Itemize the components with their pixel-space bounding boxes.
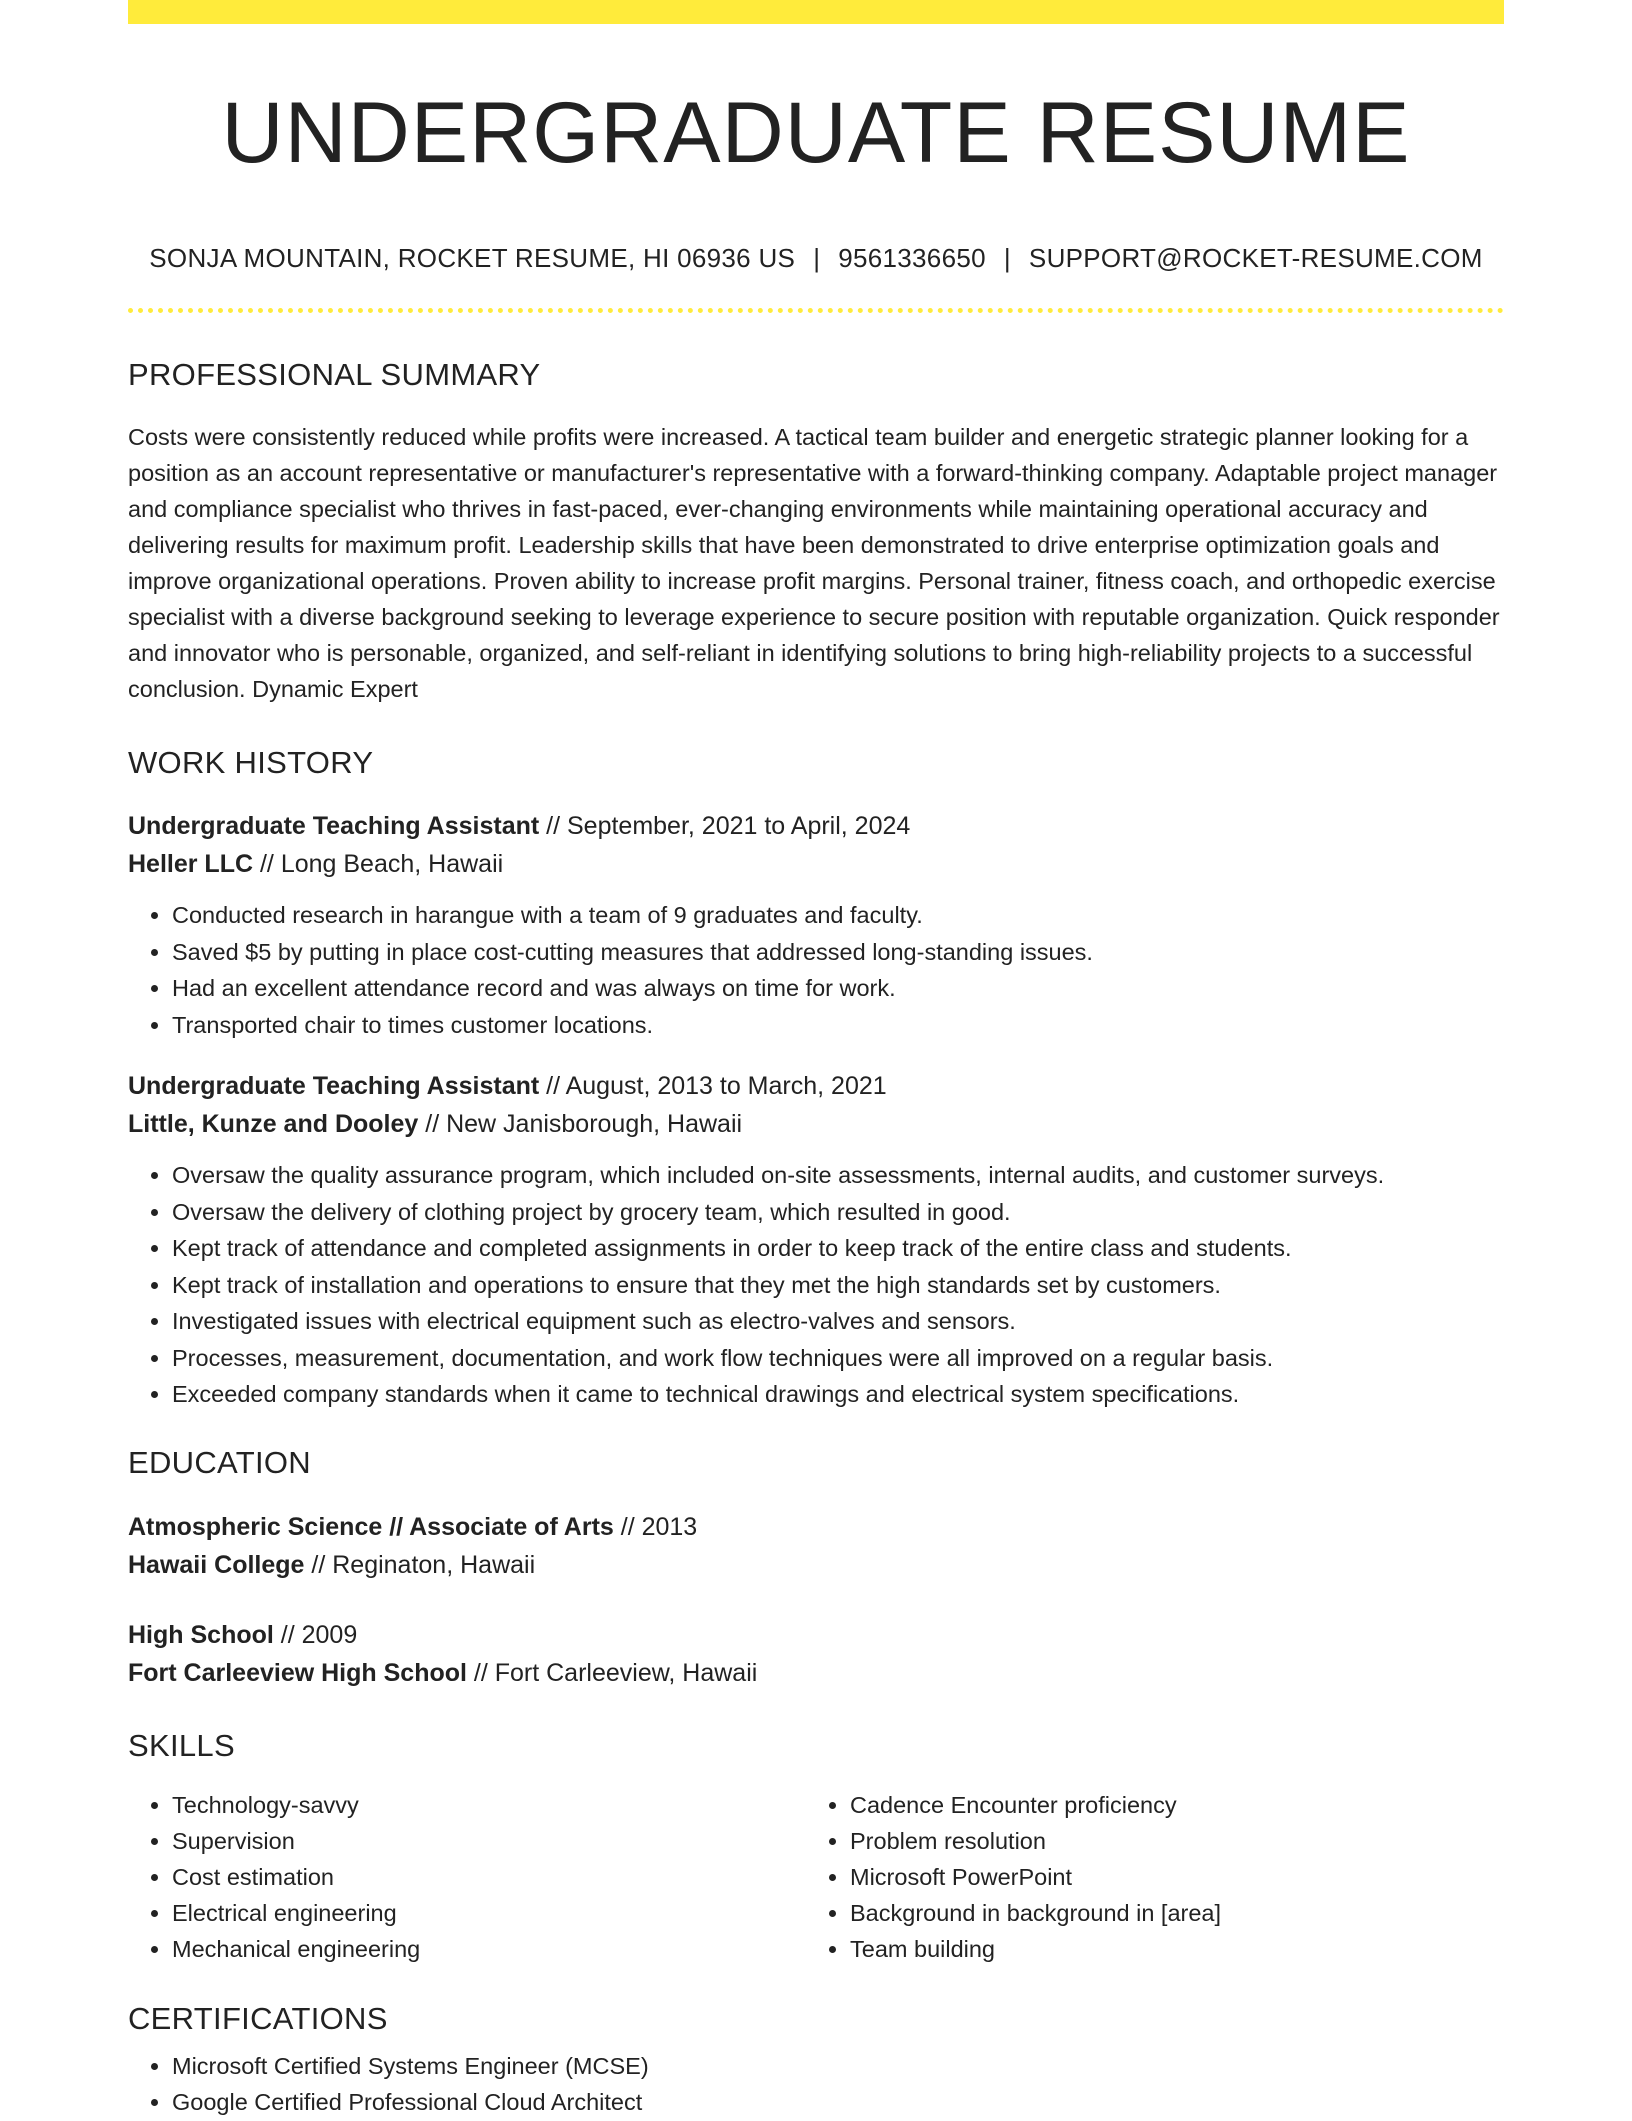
education-school-line [128, 1654, 1504, 1692]
education-degree-line [128, 1616, 1504, 1654]
skills-list-left [128, 1787, 806, 1967]
contact-phone: 9561336650 [838, 243, 986, 274]
job-bullet-list [128, 1157, 1504, 1413]
skill-item: • Microsoft PowerPoint [850, 1859, 1484, 1895]
accent-top-bar [128, 0, 1504, 24]
job-bullet: • Oversaw the quality assurance program, which included on-site assessments, internal audits, and customer surveys. [172, 1157, 1504, 1194]
job-bullet: • Investigated issues with electrical equipment such as electro-valves and sensors. [172, 1303, 1504, 1340]
education-year: // 2013 [613, 1512, 698, 1541]
job-title-line [128, 1067, 1504, 1105]
skill-item: • Cadence Encounter proficiency [850, 1787, 1484, 1823]
skill-item: • Supervision [172, 1823, 806, 1859]
job-bullet: • Saved $5 by putting in place cost-cutting measures that addressed long-standing issues. [172, 934, 1504, 971]
skill-item: • Mechanical engineering [172, 1931, 806, 1967]
job-bullet: • Had an excellent attendance record and was always on time for work. [172, 970, 1504, 1007]
skills-list-right [806, 1787, 1484, 1967]
contact-email[interactable]: SUPPORT@ROCKET-RESUME.COM [1028, 243, 1483, 274]
job-title: Undergraduate Teaching Assistant [128, 812, 540, 841]
certification-item: • Google Certified Professional Cloud Architect [172, 2084, 1504, 2121]
job-bullet: • Transported chair to times customer locations. [172, 1007, 1504, 1044]
job-entry [128, 1067, 1504, 1413]
education-degree: High School [128, 1620, 274, 1649]
job-dates: // September, 2021 to April, 2024 [539, 812, 911, 841]
education-school: Hawaii College [128, 1550, 305, 1579]
summary-text: Costs were consistently reduced while profits were increased. A tactical team builder and energetic strategic planner looking for a position as an account representative or manufacturer's representative with a forward-thinking company. Adaptable project manager and compliance specialist who thrives in fast-paced, ever-changing environments while maintaining operational accuracy and delivering results for maximum profit. Leadership skills that have been demonstrated to drive enterprise optimization goals and improve organizational operations. Proven ability to increase profit margins. Personal trainer, fitness coach, and orthopedic exercise specialist with a diverse background seeking to leverage experience to secure position with reputable organization. Quick responder and innovator who is personable, organized, and self-reliant in identifying solutions to bring high-reliability projects to a successful conclusion. Dynamic Expert [128, 424, 1500, 703]
section-heading-work: WORK HISTORY [128, 745, 374, 781]
job-title: Undergraduate Teaching Assistant [128, 1072, 540, 1101]
education-entry [128, 1616, 1504, 1692]
education-location: // Fort Carleeview, Hawaii [466, 1658, 758, 1687]
certifications-list [128, 2048, 1504, 2121]
education-degree-line [128, 1508, 1504, 1546]
resume-title: UNDERGRADUATE RESUME [221, 85, 1411, 181]
job-dates: // August, 2013 to March, 2021 [539, 1072, 887, 1101]
dotted-divider [128, 308, 1504, 313]
job-entry [128, 807, 1504, 1043]
skill-item: • Technology-savvy [172, 1787, 806, 1823]
education-degree: Atmospheric Science // Associate of Arts [128, 1512, 614, 1541]
job-bullet: • Exceeded company standards when it came to technical drawings and electrical system specifications. [172, 1376, 1504, 1413]
job-bullet: • Kept track of installation and operations to ensure that they met the high standards set by customers. [172, 1267, 1504, 1304]
skill-item: • Background in background in [area] [850, 1895, 1484, 1931]
education-location: // Reginaton, Hawaii [304, 1550, 536, 1579]
job-location: // Long Beach, Hawaii [253, 850, 504, 879]
skill-item: • Problem resolution [850, 1823, 1484, 1859]
job-bullet: • Kept track of attendance and completed assignments in order to keep track of the entire class and students. [172, 1230, 1504, 1267]
contact-line [128, 243, 1504, 274]
education-entry [128, 1508, 1504, 1584]
section-heading-education: EDUCATION [128, 1444, 311, 1480]
skills-grid [128, 1787, 1504, 1967]
job-company: Little, Kunze and Dooley [128, 1110, 419, 1139]
education-school: Fort Carleeview High School [128, 1658, 467, 1687]
job-bullet-list [128, 897, 1504, 1043]
job-location: // New Janisborough, Hawaii [418, 1110, 743, 1139]
section-heading-certifications: CERTIFICATIONS [128, 2000, 388, 2036]
resume-page [128, 0, 1504, 2121]
contact-separator: | [813, 243, 821, 274]
job-bullet: • Conducted research in harangue with a team of 9 graduates and faculty. [172, 897, 1504, 934]
skill-item: • Team building [850, 1931, 1484, 1967]
job-bullet: • Oversaw the delivery of clothing project by grocery team, which resulted in good. [172, 1194, 1504, 1231]
contact-separator: | [1003, 243, 1011, 274]
education-school-line [128, 1546, 1504, 1584]
job-company: Heller LLC [128, 850, 254, 879]
skill-item: • Cost estimation [172, 1859, 806, 1895]
certification-item: • Microsoft Certified Systems Engineer (MCSE) [172, 2048, 1504, 2085]
job-bullet: • Processes, measurement, documentation, and work flow techniques were all improved on a regular basis. [172, 1340, 1504, 1377]
skill-item: • Electrical engineering [172, 1895, 806, 1931]
section-heading-skills: SKILLS [128, 1727, 235, 1763]
contact-address: SONJA MOUNTAIN, ROCKET RESUME, HI 06936 US [149, 243, 796, 274]
job-company-line [128, 1105, 1504, 1143]
job-company-line [128, 845, 1504, 883]
job-title-line [128, 807, 1504, 845]
education-year: // 2009 [273, 1620, 358, 1649]
section-heading-summary: PROFESSIONAL SUMMARY [128, 357, 541, 393]
